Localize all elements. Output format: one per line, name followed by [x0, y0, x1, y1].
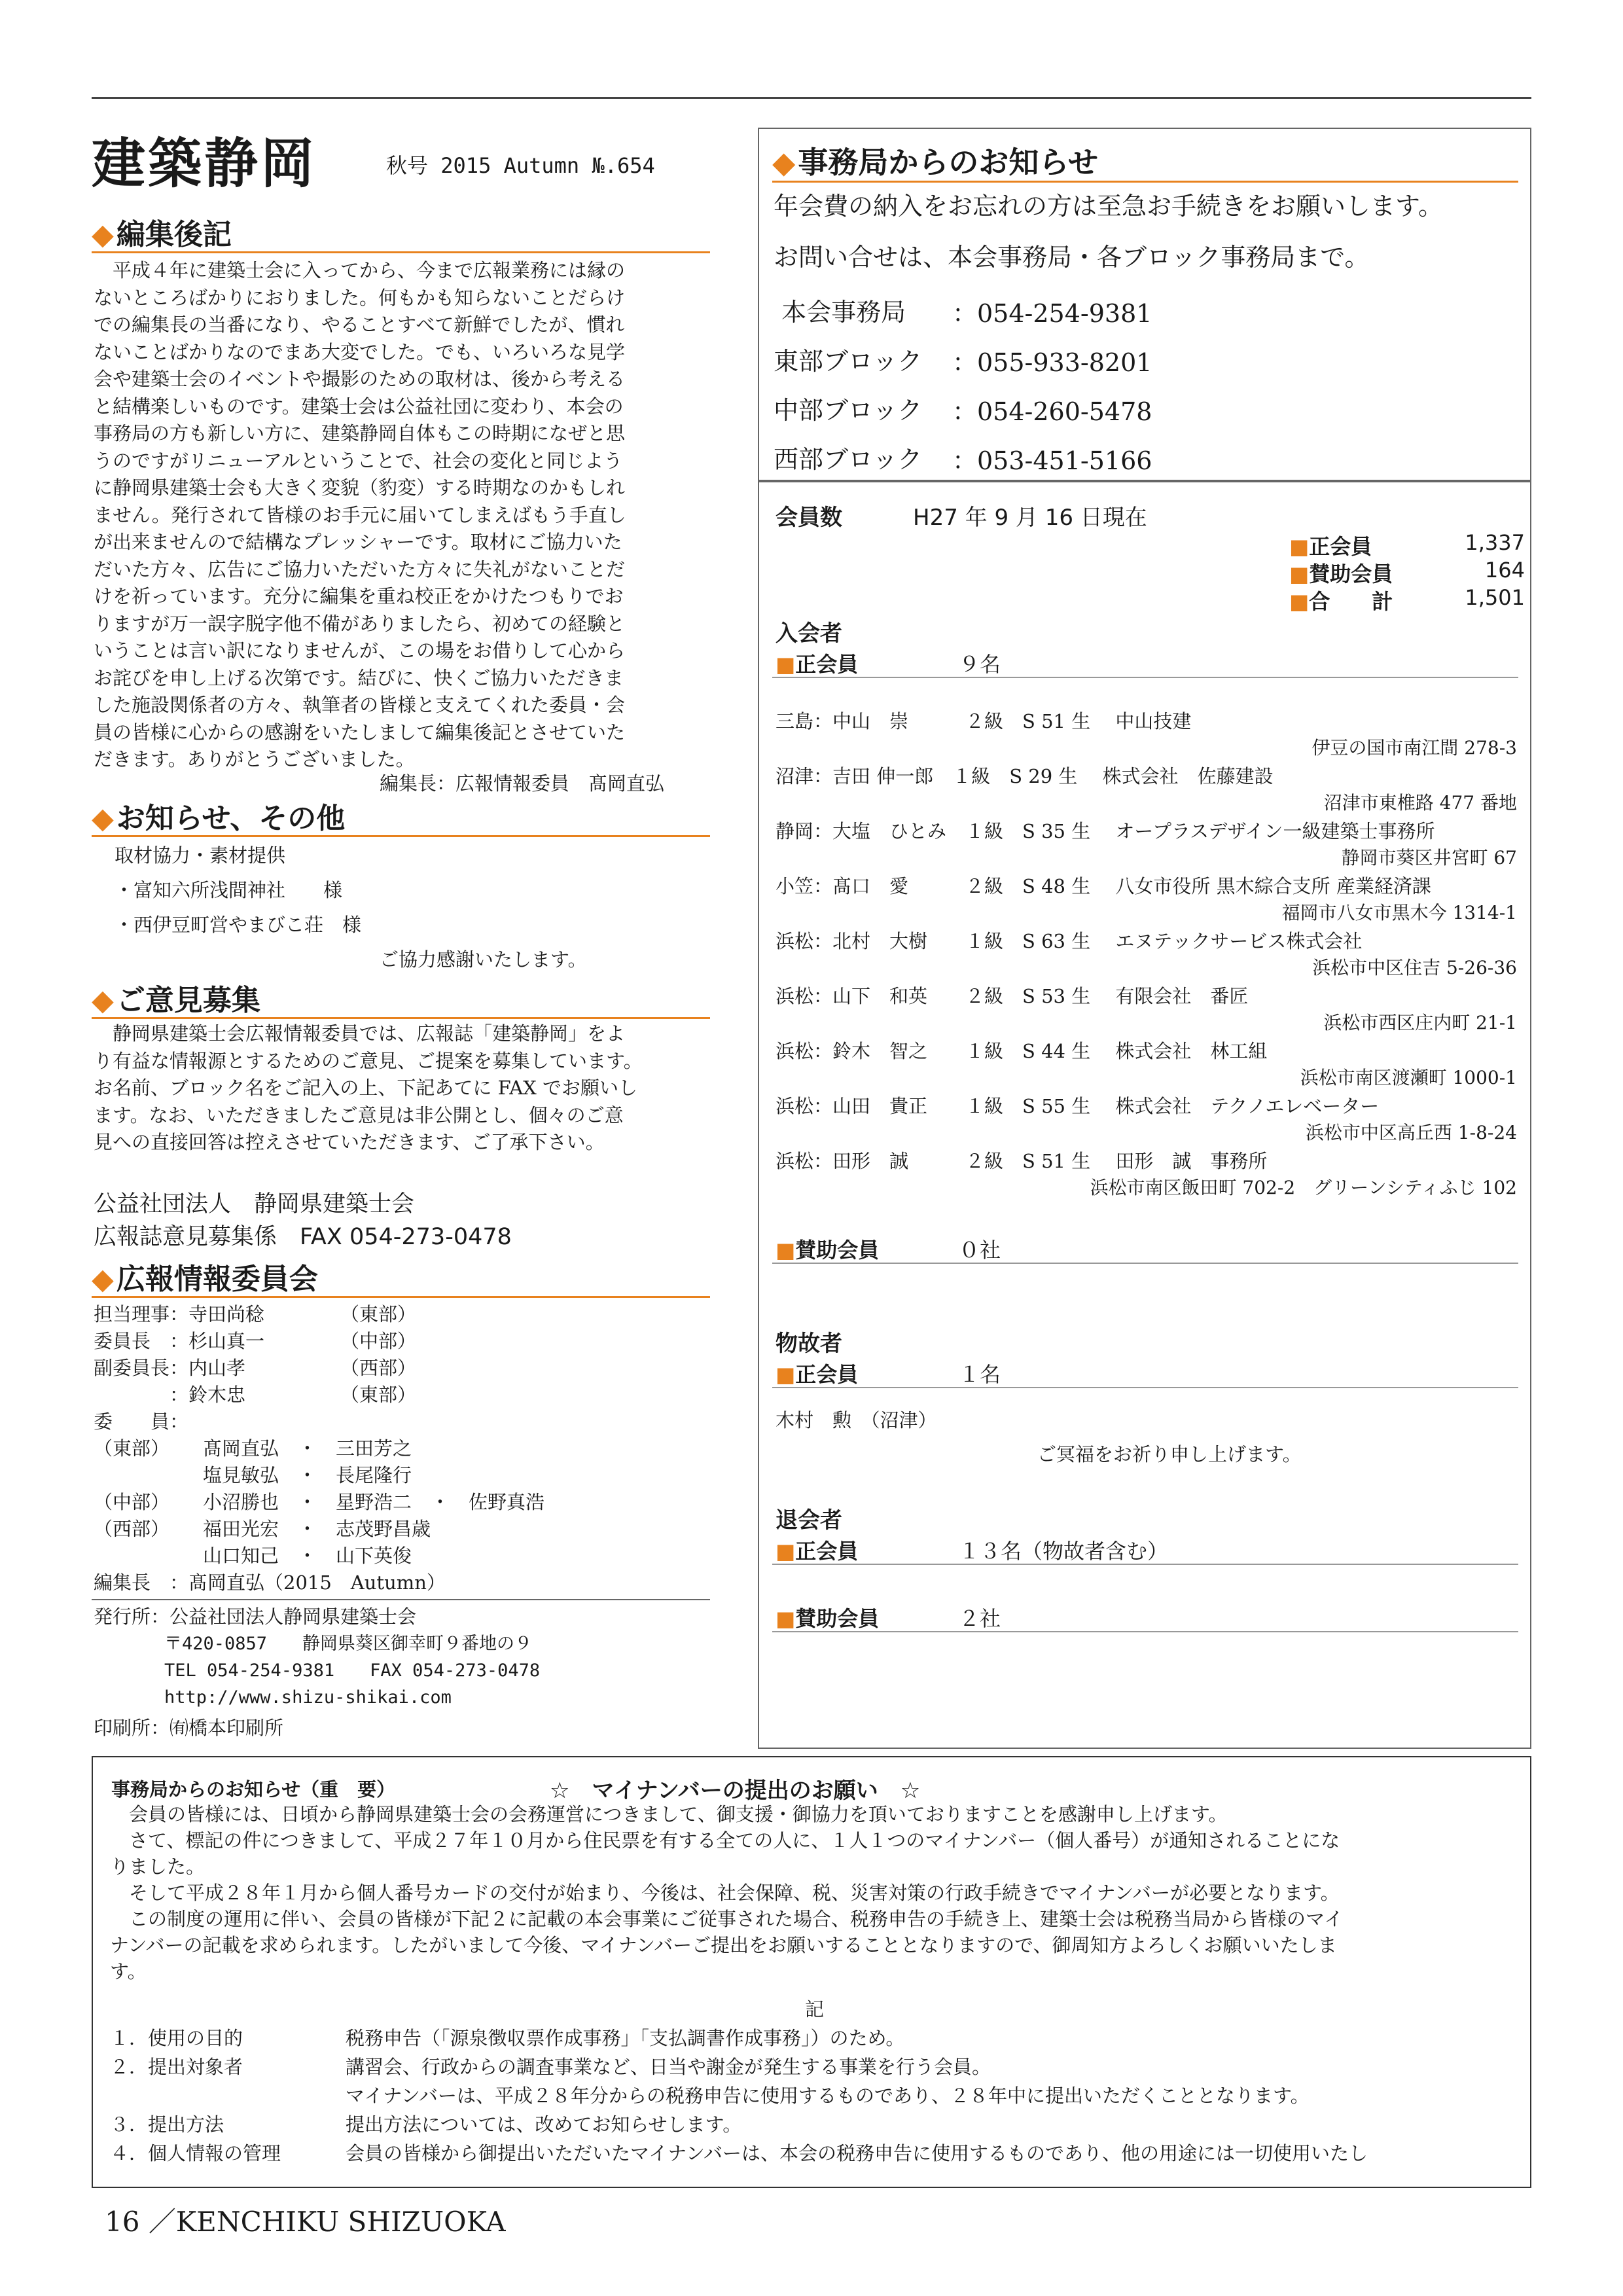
bukko-condolence: ご冥福をお祈り申し上げます。: [1037, 1443, 1302, 1465]
contact-label: 本会事務局: [774, 298, 931, 327]
henshu-line: けを祈っています。充分に編集を重ね校正をかけたつもりでお: [94, 585, 624, 607]
nyukai-sanjo-cat: ■賛助会員: [776, 1238, 880, 1263]
oshirase-heading: ◆お知らせ、その他: [92, 802, 346, 835]
oshirase-rule: [92, 835, 710, 837]
taikai-sanjo-count: ２社: [959, 1606, 1001, 1631]
goiken-line: 静岡県建築士会広報情報委員では、広報誌「建築静岡」をよ: [94, 1022, 626, 1045]
count-label: ■合 計: [1289, 589, 1393, 614]
mynumber-line: さて、標記の件につきまして、平成２７年１０月から住民票を有する全ての人に、１人１つのマイナンバー（個人番号）が通知されることにな: [110, 1829, 1340, 1852]
printer-line: 印刷所：㈲橋本印刷所: [94, 1717, 284, 1739]
nyukai-entry: 浜松：山下 和英 ２級 S 53 生 有限会社 番匠: [776, 985, 1249, 1007]
taikai-rule: [772, 1564, 1518, 1565]
square-icon: ■: [776, 1362, 796, 1387]
nyukai-entry: 三島：中山 崇 ２級 S 51 生 中山技建: [776, 710, 1192, 732]
iinkai-block: （中部）: [340, 1330, 417, 1352]
count-value: 164: [1484, 558, 1525, 583]
taikai-sanjo-cat: ■賛助会員: [776, 1606, 880, 1631]
nyukai-entry-address: 浜松市中区住吉 5-26-36: [1312, 957, 1517, 978]
iinkai-member-names: 小沼勝也 ・ 星野浩二 ・ 佐野真浩: [203, 1491, 545, 1513]
contact-tel: ：055-933-8201: [952, 348, 1152, 377]
nyukai-cat: ■正会員: [776, 652, 859, 677]
nyukai-heading: 入会者: [776, 620, 842, 647]
henshu-body: [94, 257, 712, 774]
masthead-title: 建築静岡: [92, 133, 317, 195]
square-icon: ■: [776, 652, 796, 677]
mynumber-item-text: 会員の皆様から御提出いただいたマイナンバーは、本会の税務申告に使用するものであり、他の用途には一切使用いたし: [346, 2142, 1368, 2164]
count-value: 1,501: [1465, 585, 1525, 610]
iinkai-member-names: 福田光宏 ・ 志茂野昌歳: [203, 1518, 431, 1540]
mynumber-line: りました。: [110, 1856, 205, 1878]
mynumber-line: そして平成２８年１月から個人番号カードの交付が始まり、今後は、社会保障、税、災害対策の行政手続きでマイナンバーが必要となります。: [110, 1882, 1340, 1904]
nyukai-entry-address: 沼津市東椎路 477 番地: [1323, 792, 1517, 814]
mynumber-item-number: １．使用の目的: [110, 2027, 243, 2049]
bukko-count: １名: [959, 1362, 1001, 1387]
iinkai-member-names: 塩見敏弘 ・ 長尾隆行: [203, 1464, 412, 1486]
nyukai-count: ９名: [959, 652, 1001, 677]
henshu-line: が出来ませんので結構なプレッシャーです。取材にご協力いた: [94, 531, 622, 553]
square-icon: ■: [1289, 534, 1310, 559]
nyukai-entry-address: 浜松市南区飯田町 702-2 グリーンシティふじ 102: [1090, 1177, 1517, 1198]
iinkai-member-label: 委 員：: [94, 1410, 189, 1433]
ki-label: 記: [805, 1998, 825, 2020]
nyukai-entry-address: 伊豆の国市南江間 278-3: [1311, 737, 1517, 759]
henshu-line: りますが万一誤字脱字他不備がありましたら、初めての経験と: [94, 612, 626, 635]
nyukai-entry-address: 浜松市西区庄内町 21-1: [1323, 1012, 1517, 1033]
top-rule: [92, 97, 1531, 99]
contact-label: 東部ブロック: [774, 347, 923, 376]
diamond-icon: ◆: [92, 1263, 114, 1296]
henshu-line: お詫びを申し上げる次第です。結びに、快くご協力いただきま: [94, 666, 624, 689]
diamond-icon: ◆: [92, 802, 114, 835]
iinkai-editor: 編集長 ：髙岡直弘（2015 Autumn）: [94, 1571, 446, 1594]
henshu-line: した施設関係者の方々、執筆者の皆様と支えてくれた委員・会: [94, 694, 626, 716]
count-value: 1,337: [1465, 530, 1525, 555]
henshu-line: いうことは言い訳になりませんが、この場をお借りして心から: [94, 639, 626, 662]
sanjo-rule: [772, 1263, 1518, 1264]
publisher-line: TEL 054-254-9381 FAX 054-273-0478: [94, 1660, 541, 1681]
goiken-heading: ◆ご意見募集: [92, 984, 260, 1017]
mynumber-item-text: 講習会、行政からの調査事業など、日当や謝金が発生する事業を行う会員。: [346, 2056, 991, 2078]
iinkai-row: 副委員長：内山孝: [94, 1357, 246, 1379]
mynumber-item-text: 税務申告（「源泉徴収票作成事務」「支払調書作成事務」）のため。: [346, 2027, 905, 2049]
mynumber-item-number: ２．提出対象者: [110, 2056, 243, 2078]
henshu-line: での編集長の当番になり、やることすべて新鮮でしたが、慣れ: [94, 314, 625, 336]
count-label: ■賛助会員: [1289, 562, 1393, 586]
nyukai-entry-address: 福岡市八女市黒木今 1314-1: [1281, 902, 1517, 924]
goiken-line: ます。なお、いただきましたご意見は非公開とし、個々のご意: [94, 1103, 624, 1126]
members-heading: 会員数: [776, 505, 842, 531]
publisher-line: 発行所：公益社団法人静岡県建築士会: [94, 1605, 417, 1628]
mynumber-label: 事務局からのお知らせ（重 要）: [111, 1778, 396, 1801]
contact-tel: ：054-260-5478: [952, 397, 1152, 426]
jimukyoku-line2: お問い合せは、本会事務局・各ブロック事務局まで。: [774, 243, 1370, 272]
henshu-line: ません。発行されて皆様のお手元に届いてしまえばもう手直し: [94, 503, 626, 526]
henshu-line: うのですがリニューアルということで、社会の変化と同じよう: [94, 449, 623, 472]
nyukai-entry-address: 静岡市葵区井宮町 67: [1341, 847, 1517, 869]
goiken-line: り有益な情報源とするためのご意見、ご提案を募集しています。: [94, 1049, 643, 1072]
henshu-line: と結構楽しいものです。建築士会は公益社団に変わり、本会の: [94, 395, 624, 418]
iinkai-heading: ◆広報情報委員会: [92, 1263, 318, 1296]
bukko-heading: 物故者: [776, 1331, 842, 1357]
goiken-line: 見への直接回答は控えさせていただきます、ご了承下さい。: [94, 1131, 605, 1153]
jimukyoku-line1: 年会費の納入をお忘れの方は至急お手続きをお願いします。: [774, 192, 1443, 221]
nyukai-entry: 浜松：北村 大樹 １級 S 63 生 エヌテックサービス株式会社: [776, 930, 1363, 952]
bukko-rule: [772, 1387, 1518, 1388]
members-date: H27 年 9 月 16 日現在: [913, 505, 1147, 531]
iinkai-row: 担当理事：寺田尚稔: [94, 1303, 265, 1325]
henshu-line: だいた方々、広告にご協力いただいた方々に失礼がないことだ: [94, 558, 626, 581]
henshu-signature: 編集長：広報情報委員 髙岡直弘: [380, 772, 665, 795]
diamond-icon: ◆: [772, 145, 796, 180]
mynumber-item-number: ４．個人情報の管理: [110, 2142, 281, 2164]
goiken-body: [94, 1020, 712, 1157]
iinkai-block: （東部）: [340, 1303, 417, 1325]
jimukyoku-heading: ◆事務局からのお知らせ: [772, 145, 1099, 180]
goiken-org: 公益社団法人 静岡県建築士会: [94, 1191, 415, 1217]
henshu-line: に静岡県建築士会も大きく変貌（豹変）する時期なのかもしれ: [94, 476, 626, 499]
count-label: ■正会員: [1289, 534, 1372, 559]
iinkai-row: 委員長 ：杉山真一: [94, 1330, 265, 1352]
contact-tel: ：053-451-5166: [952, 446, 1152, 475]
nyukai-entry: 静岡：大塩 ひとみ １級 S 35 生 オープラスデザイン一級建築士事務所: [776, 820, 1435, 842]
henshu-rule: [92, 251, 710, 253]
goiken-fax: 広報誌意見募集係 FAX 054-273-0478: [94, 1224, 512, 1250]
mynumber-item-text: 提出方法については、改めてお知らせします。: [346, 2113, 742, 2136]
henshu-line: 会や建築士会のイベントや撮影のための取材は、後から考える: [94, 368, 626, 390]
square-icon: ■: [1289, 589, 1310, 614]
bukko-cat: ■正会員: [776, 1362, 859, 1387]
henshu-heading: ◆編集後記: [92, 218, 232, 251]
nyukai-entry: 浜松：山田 貴正 １級 S 55 生 株式会社 テクノエレベーター: [776, 1095, 1380, 1117]
iinkai-block: （東部）: [340, 1384, 417, 1406]
taikai-cat: ■正会員: [776, 1539, 859, 1564]
square-icon: ■: [776, 1238, 796, 1263]
contact-tel: ：054-254-9381: [952, 299, 1152, 328]
iinkai-member-block: （中部）: [94, 1491, 170, 1513]
mynumber-item-number: ３．提出方法: [110, 2113, 224, 2136]
contact-label: 西部ブロック: [774, 445, 923, 474]
page-footer: 16 ／KENCHIKU SHIZUOKA: [105, 2206, 506, 2238]
mynumber-line: ナンバーの記載を求められます。したがいまして今後、マイナンバーご提出をお願いすることとなりますので、御周知方よろしくお願いいたしま: [110, 1934, 1337, 1956]
square-icon: ■: [776, 1606, 796, 1631]
iinkai-member-block: （東部）: [94, 1437, 170, 1460]
henshu-line: ないところばかりにおりました。何もかも知らないことだらけ: [94, 286, 626, 309]
nyukai-sanjo-count: ０社: [959, 1238, 1001, 1263]
goiken-line: お名前、ブロック名をご記入の上、下記あてに FAX でお願いし: [94, 1077, 638, 1099]
henshu-line: 平成４年に建築士会に入ってから、今まで広報業務には縁の: [94, 259, 626, 281]
nyukai-entry: 沼津：吉田 伸一郎 １級 S 29 生 株式会社 佐藤建設: [776, 765, 1274, 787]
oshirase-line: ・富知六所浅間神社 様: [115, 879, 343, 901]
iinkai-member-names: 髙岡直弘 ・ 三田芳之: [203, 1437, 412, 1460]
issue-label: 秋号 2015 Autumn №.654: [386, 153, 655, 178]
bukko-entry: 木村 勲 （沼津）: [776, 1409, 937, 1431]
diamond-icon: ◆: [92, 218, 114, 251]
square-icon: ■: [1289, 562, 1310, 586]
contact-label: 中部ブロック: [774, 396, 923, 425]
square-icon: ■: [776, 1539, 796, 1564]
iinkai-row: ：鈴木忠: [94, 1384, 246, 1406]
iinkai-member-block: （西部）: [94, 1518, 170, 1540]
mynumber-line: 会員の皆様には、日頃から静岡県建築士会の会務運営につきまして、御支援・御協力を頂いておりますことを感謝申し上げます。: [110, 1803, 1228, 1825]
mynumber-line: この制度の運用に伴い、会員の皆様が下記２に記載の本会事業にご従事された場合、税務申告の手続き上、建築士会は税務当局から皆様のマイ: [110, 1908, 1344, 1930]
mynumber-item-text: マイナンバーは、平成２８年分からの税務申告に使用するものであり、２８年中に提出いただくこととなります。: [346, 2085, 1310, 2107]
iinkai-rule: [92, 1296, 710, 1298]
goiken-rule: [92, 1017, 710, 1019]
nyukai-entry-address: 浜松市南区渡瀬町 1000-1: [1300, 1067, 1517, 1088]
taikai-sanjo-rule: [772, 1631, 1518, 1632]
oshirase-line: ・西伊豆町営やまびこ荘 様: [115, 914, 362, 936]
taikai-count: １３名（物故者含む）: [959, 1539, 1169, 1564]
mynumber-line: す。: [110, 1960, 147, 1982]
henshu-line: 事務局の方も新しい方に、建築静岡自体もこの時期になぜと思: [94, 422, 626, 444]
nyukai-entry: 浜松：田形 誠 ２級 S 51 生 田形 誠 事務所: [776, 1150, 1268, 1172]
publisher-line: 〒420-0857 静岡県葵区御幸町９番地の９: [94, 1634, 533, 1654]
iinkai-divider: [92, 1599, 710, 1600]
nyukai-entry-address: 浜松市中区高丘西 1-8-24: [1305, 1122, 1517, 1143]
nyukai-entry: 小笠：髙口 愛 ２級 S 48 生 八女市役所 黒木綜合支所 産業経済課: [776, 875, 1431, 897]
oshirase-thanks: ご協力感謝いたします。: [380, 948, 587, 971]
henshu-line: ないことばかりなのでまあ大変でした。でも、いろいろな見学: [94, 340, 626, 363]
henshu-line: だきます。ありがとうございました。: [94, 748, 415, 770]
publisher-url[interactable]: http://www.shizu-shikai.com: [94, 1687, 452, 1708]
nyukai-rule: [772, 677, 1518, 678]
mynumber-title: ☆ マイナンバーの提出のお願い ☆: [550, 1778, 921, 1804]
iinkai-block: （西部）: [340, 1357, 417, 1379]
nyukai-entry: 浜松：鈴木 智之 １級 S 44 生 株式会社 林工組: [776, 1040, 1268, 1062]
oshirase-line: 取材協力・素材提供: [115, 844, 286, 867]
jimukyoku-rule: [772, 181, 1518, 183]
iinkai-member-names: 山口知己 ・ 山下英俊: [203, 1545, 412, 1567]
henshu-line: 員の皆様に心からの感謝をいたしまして編集後記とさせていた: [94, 721, 626, 744]
diamond-icon: ◆: [92, 984, 114, 1017]
taikai-heading: 退会者: [776, 1507, 842, 1534]
